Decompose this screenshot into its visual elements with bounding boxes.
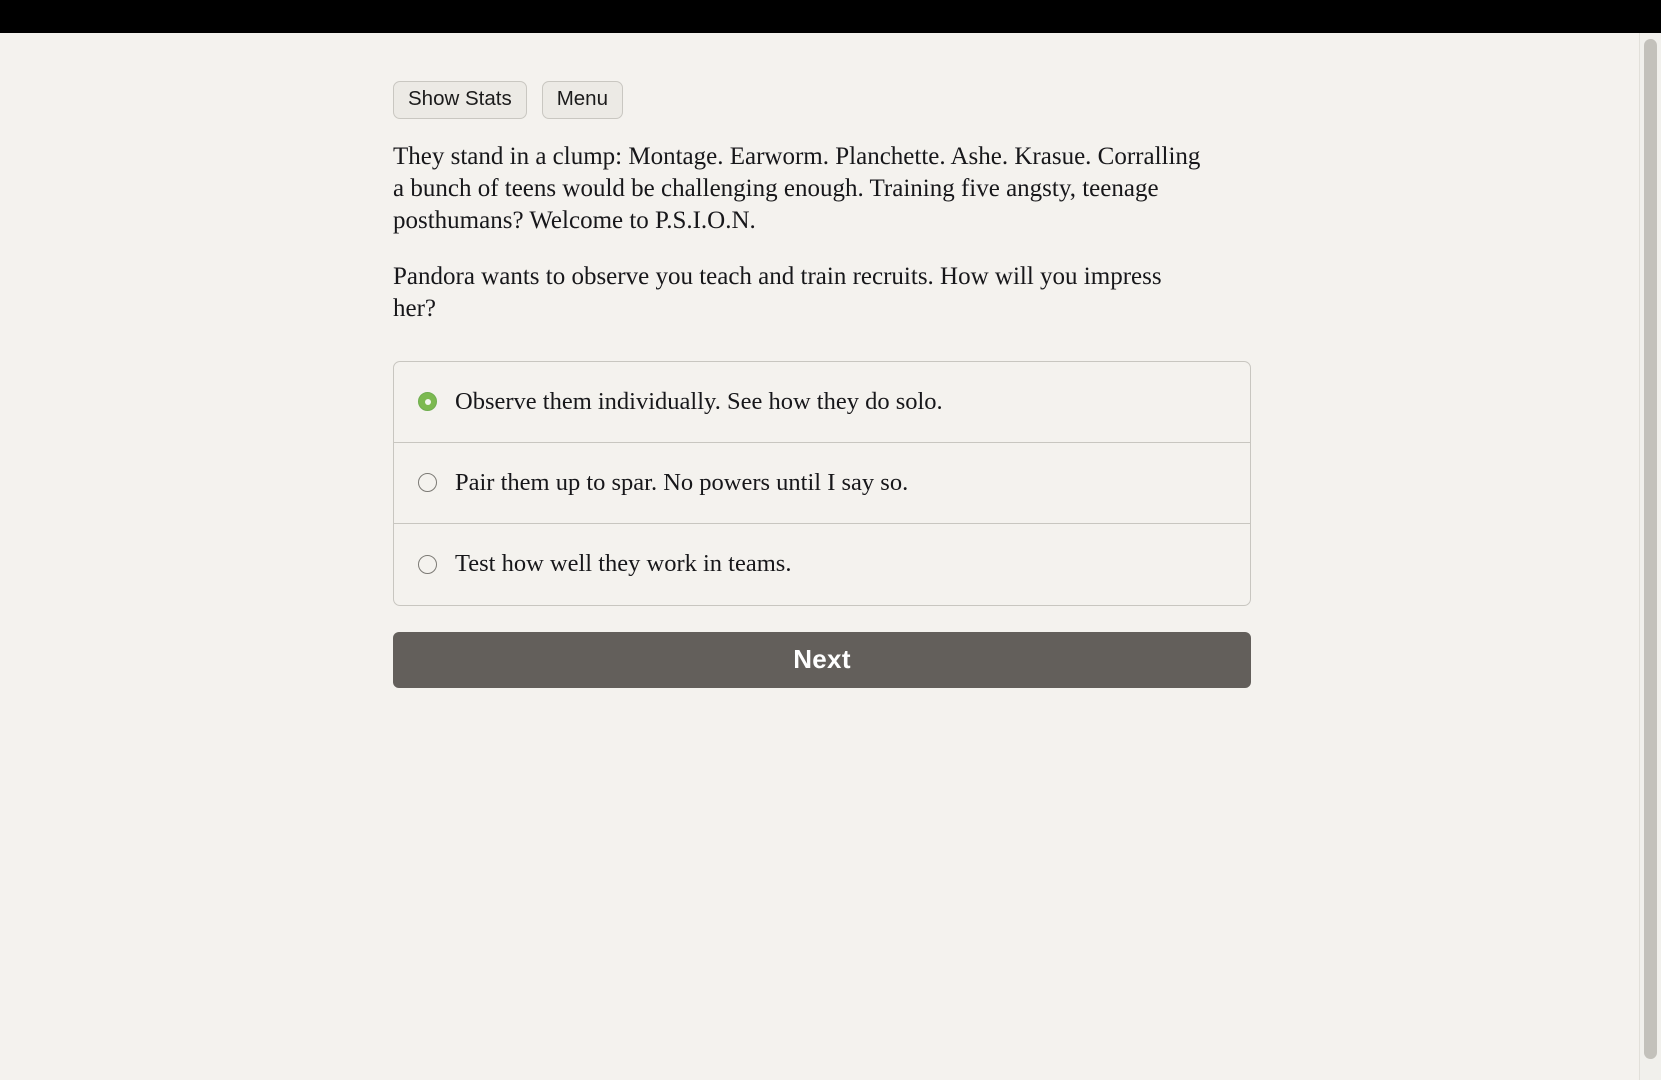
choice-label-3: Test how well they work in teams.: [455, 550, 792, 578]
choice-label-2: Pair them up to spar. No powers until I say so.: [455, 468, 909, 496]
choice-option-3[interactable]: [394, 524, 1250, 605]
show-stats-button[interactable]: Show Stats: [393, 81, 527, 119]
choice-list: [393, 361, 1251, 606]
menu-button[interactable]: Menu: [542, 81, 623, 119]
radio-icon[interactable]: [418, 473, 437, 492]
radio-icon[interactable]: [418, 555, 437, 574]
story-paragraph-1: They stand in a clump: Montage. Earworm. Planchette. Ashe. Krasue. Corralling a bunch of teens would be challenging enough. Training five angsty, teenage posthumans? Welcome to P.S.I.O.N.: [393, 142, 1201, 234]
choice-label-1: Observe them individually. See how they do solo.: [455, 387, 943, 415]
scrollbar-thumb[interactable]: [1644, 39, 1657, 1059]
next-button[interactable]: Next: [393, 632, 1251, 688]
content-column: [393, 81, 1253, 688]
story-paragraph-2: Pandora wants to observe you teach and train recruits. How will you impress her?: [393, 262, 1162, 322]
radio-icon-selected[interactable]: [418, 392, 437, 411]
top-chrome-bar: [0, 0, 1661, 33]
choice-option-1[interactable]: [394, 362, 1250, 443]
vertical-scrollbar[interactable]: [1639, 33, 1661, 1080]
toolbar: [393, 81, 1253, 119]
choice-option-2[interactable]: [394, 443, 1250, 524]
game-page: [0, 33, 1639, 1080]
